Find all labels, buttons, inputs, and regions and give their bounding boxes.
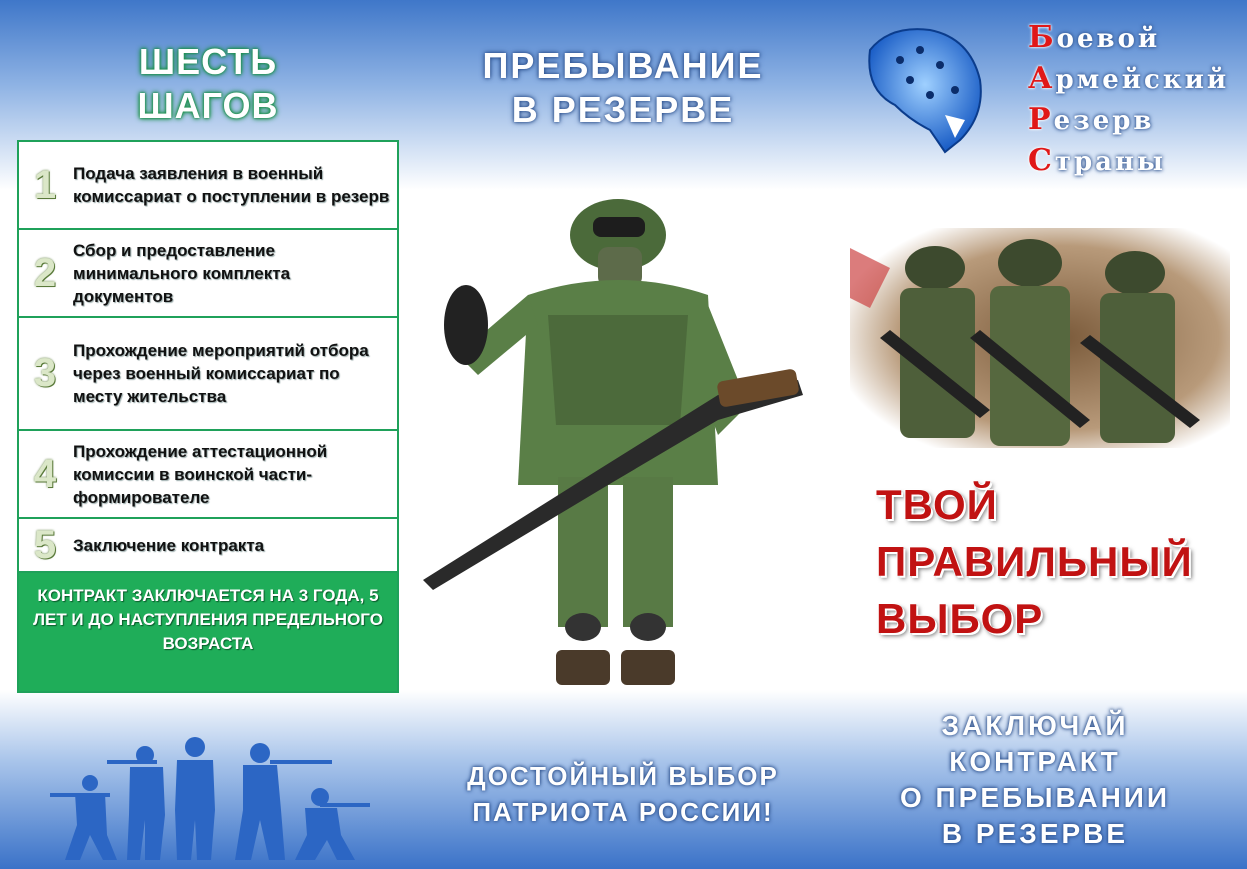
slogan-worthy-choice <box>440 758 806 830</box>
sign-line: О ПРЕБЫВАНИИ <box>899 782 1171 813</box>
step-number: 5 <box>33 522 57 567</box>
choice-line: ТВОЙ <box>876 481 998 528</box>
soldiers-photo <box>850 228 1230 448</box>
step-number: 4 <box>33 451 57 496</box>
reserve-title <box>445 44 801 132</box>
slogan-line: ДОСТОЙНЫЙ ВЫБОР <box>467 761 779 791</box>
step-item <box>19 230 397 318</box>
step-item <box>19 142 397 230</box>
acronym-rest: траны <box>1054 147 1167 177</box>
steps-list <box>17 140 399 693</box>
slogan-line: ПАТРИОТА РОССИИ! <box>472 797 774 827</box>
acronym-initial: А <box>1028 61 1056 96</box>
step-number: 1 <box>33 162 57 207</box>
bars-acronym <box>1028 18 1229 182</box>
step-text: Заключение контракта <box>73 535 265 555</box>
contract-note: КОНТРАКТ ЗАКЛЮЧАЕТСЯ НА 3 ГОДА, 5 ЛЕТ И ДО НАСТУПЛЕНИЯ ПРЕДЕЛЬНОГО ВОЗРАСТА <box>19 573 397 691</box>
acronym-line <box>1028 18 1229 59</box>
soldier-illustration <box>418 195 813 690</box>
choice-line: ПРАВИЛЬНЫЙ <box>876 538 1193 585</box>
step-text: Сбор и предоставление минимального комплекта документов <box>73 240 291 306</box>
step-item <box>19 519 397 573</box>
step-number: 3 <box>33 351 57 395</box>
acronym-initial: С <box>1028 143 1055 178</box>
reserve-title-line: ПРЕБЫВАНИЕ <box>482 45 764 86</box>
acronym-line <box>1028 141 1229 182</box>
six-steps-title-line: ШАГОВ <box>137 85 279 126</box>
acronym-line <box>1028 59 1229 100</box>
acronym-initial: Б <box>1028 20 1057 55</box>
six-steps-title-line: ШЕСТЬ <box>138 41 278 82</box>
step-text: Прохождение мероприятий отбора через военный комиссариат по месту жительства <box>73 341 369 406</box>
step-item <box>19 431 397 519</box>
choice-line: ВЫБОР <box>876 595 1044 642</box>
reserve-title-line: В РЕЗЕРВЕ <box>511 89 735 130</box>
acronym-rest: езерв <box>1053 106 1155 136</box>
soldier-silhouettes <box>45 725 375 865</box>
acronym-rest: оевой <box>1056 24 1161 54</box>
step-number: 2 <box>33 250 57 295</box>
leopard-emblem <box>850 20 990 155</box>
acronym-initial: Р <box>1028 102 1054 137</box>
step-text: Подача заявления в военный комиссариат о поступлении в резерв <box>73 164 390 206</box>
your-right-choice <box>876 476 1193 647</box>
sign-line: КОНТРАКТ <box>949 746 1121 777</box>
acronym-line <box>1028 100 1229 141</box>
step-item <box>19 318 397 431</box>
sign-line: В РЕЗЕРВЕ <box>941 818 1129 849</box>
sign-line: ЗАКЛЮЧАЙ <box>941 710 1129 741</box>
step-text: Прохождение аттестационной комиссии в воинской части-формирователе <box>73 441 328 507</box>
sign-contract <box>870 708 1200 852</box>
six-steps-title <box>40 40 376 128</box>
acronym-rest: рмейский <box>1055 65 1230 95</box>
